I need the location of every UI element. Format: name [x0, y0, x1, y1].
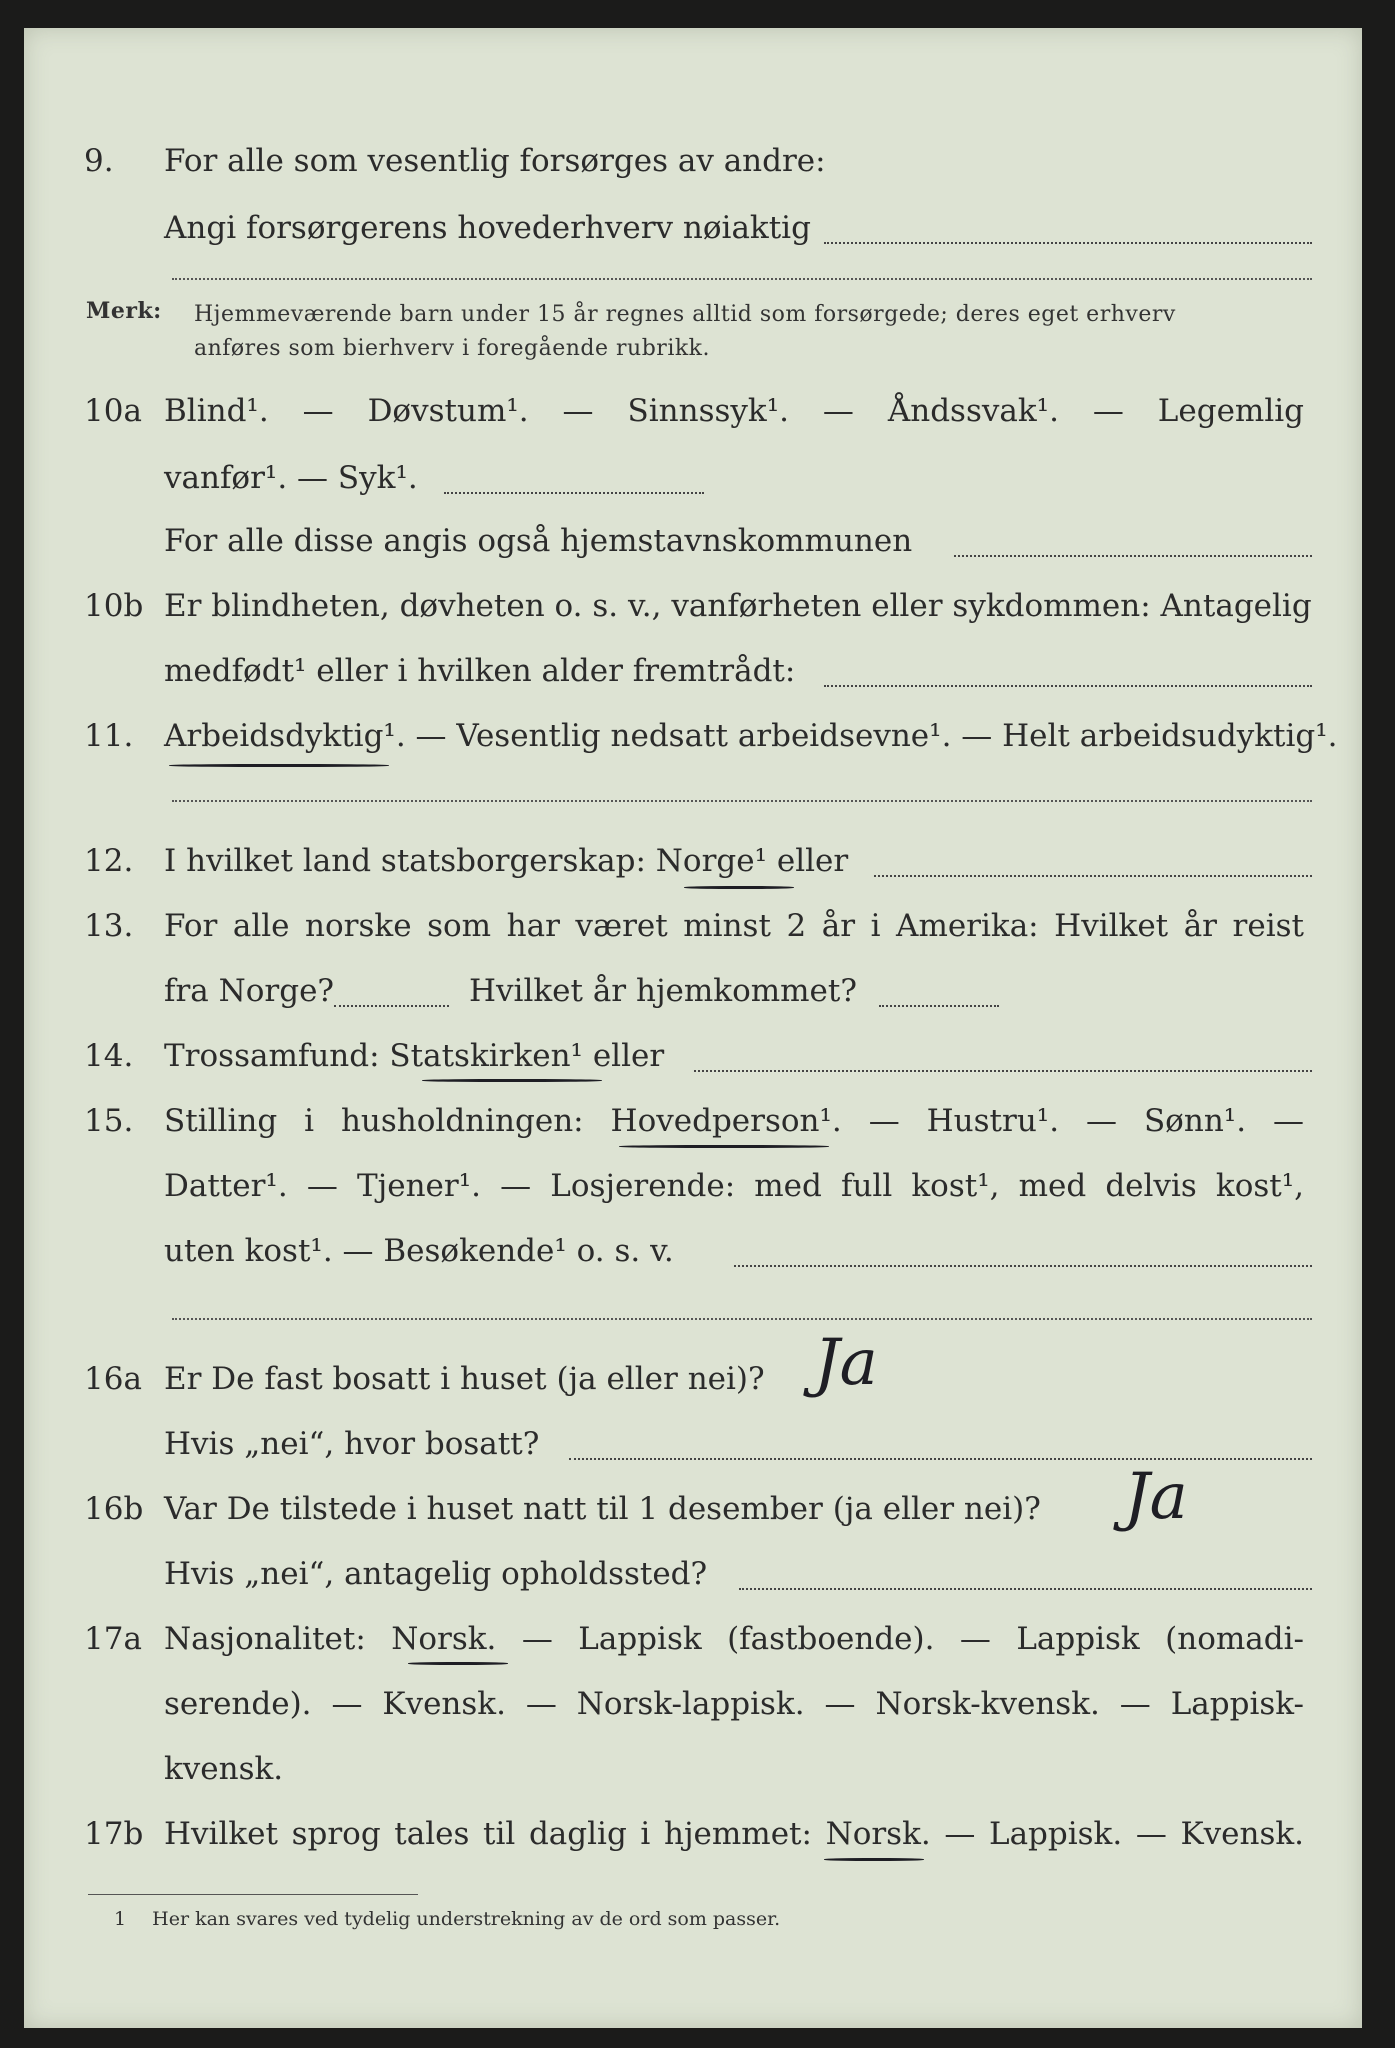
question-text: For alle norske som har været minst 2 år i Amerika: Hvilket år reist	[164, 908, 1304, 944]
answer-field[interactable]	[739, 1588, 1312, 1590]
question-text: serende). — Kvensk. — Norsk-lappisk. — Norsk-kvensk. — Lappisk-	[164, 1686, 1304, 1722]
question-text: For alle som vesentlig forsørges av andre:	[164, 143, 826, 179]
question-text: Hvilket sprog tales til daglig i hjemmet: Norsk. — Lappisk. — Kvensk.	[164, 1816, 1304, 1852]
question-number: 9.	[84, 143, 114, 179]
answer-field[interactable]	[444, 492, 704, 494]
question-number: 12.	[84, 843, 134, 879]
question-number: 10b	[84, 588, 144, 624]
question-number: 17b	[84, 1816, 144, 1852]
question-number: 15.	[84, 1103, 134, 1139]
question-text: I hvilket land statsborgerskap: Norge¹ eller	[164, 843, 849, 879]
footnote-mark: 1	[114, 1908, 127, 1930]
answer-field[interactable]	[824, 685, 1312, 687]
census-form-page	[24, 28, 1362, 2028]
question-text: fra Norge?	[164, 973, 335, 1009]
question-text: Datter¹. — Tjener¹. — Losjerende: med full kost¹, med delvis kost¹,	[164, 1168, 1304, 1204]
handwritten-underline	[422, 1079, 602, 1082]
question-text: Angi forsørgerens hovederhverv nøiaktig	[164, 210, 811, 246]
question-number: 10a	[84, 393, 142, 429]
handwritten-underline	[169, 764, 389, 767]
answer-field[interactable]	[694, 1070, 1312, 1072]
answer-field[interactable]	[954, 555, 1312, 557]
question-text: Hvis „nei“, antagelig opholdssted?	[164, 1556, 708, 1592]
question-number: 14.	[84, 1038, 134, 1074]
question-text: Nasjonalitet: Norsk. — Lappisk (fastboende). — Lappisk (nomadi-	[164, 1621, 1304, 1657]
question-text: Var De tilstede i huset natt til 1 desember (ja eller nei)?	[164, 1491, 1041, 1527]
question-text: uten kost¹. — Besøkende¹ o. s. v.	[164, 1233, 674, 1269]
question-text: Er De fast bosatt i huset (ja eller nei)?	[164, 1361, 765, 1397]
question-text: medfødt¹ eller i hvilken alder fremtrådt:	[164, 653, 796, 689]
question-text: vanfør¹. — Syk¹.	[164, 460, 418, 496]
question-text: Hvilket år hjemkommet?	[469, 973, 857, 1009]
question-text: Blind¹. — Døvstum¹. — Sinnssyk¹. — Åndssvak¹. — Legemlig	[164, 393, 1304, 429]
answer-field[interactable]	[734, 1265, 1312, 1267]
question-number: 11.	[84, 718, 134, 754]
answer-field-line[interactable]	[172, 800, 1312, 802]
answer-field[interactable]	[879, 1005, 999, 1007]
question-text: Hvis „nei“, hvor bosatt?	[164, 1426, 540, 1462]
question-number: 13.	[84, 908, 134, 944]
answer-field-line[interactable]	[172, 278, 1312, 280]
question-text: For alle disse angis også hjemstavnskommunen	[164, 523, 913, 559]
footnote-divider	[88, 1894, 418, 1895]
answer-field-line[interactable]	[172, 1318, 1312, 1320]
answer-field[interactable]	[569, 1458, 1312, 1460]
question-text: Arbeidsdyktig¹. — Vesentlig nedsatt arbeidsevne¹. — Helt arbeidsudyktig¹.	[164, 718, 1338, 754]
handwritten-underline	[619, 1145, 829, 1148]
footnote	[114, 1908, 780, 1930]
question-text: kvensk.	[164, 1751, 284, 1787]
handwritten-underline	[824, 1858, 924, 1861]
question-number: 17a	[84, 1621, 142, 1657]
question-number: 16b	[84, 1491, 144, 1527]
handwritten-underline	[408, 1662, 508, 1665]
merk-label: Merk:	[86, 298, 162, 324]
question-number: 16a	[84, 1361, 142, 1397]
handwritten-answer: Ja	[814, 1326, 878, 1400]
footnote-text: Her kan svares ved tydelig understrekning av de ord som passer.	[152, 1908, 781, 1930]
handwritten-underline	[684, 886, 794, 889]
question-text: Er blindheten, døvheten o. s. v., vanførheten eller sykdommen: Antagelig	[164, 588, 1312, 624]
merk-text-line-2: anføres som bierhverv i foregående rubrikk.	[194, 336, 711, 361]
question-text: Stilling i husholdningen: Hovedperson¹. — Hustru¹. — Sønn¹. —	[164, 1103, 1304, 1139]
answer-field[interactable]	[824, 242, 1312, 244]
merk-text-line-1: Hjemmeværende barn under 15 år regnes alltid som forsørgede; deres eget erhverv	[194, 302, 1176, 327]
answer-field[interactable]	[334, 1005, 449, 1007]
handwritten-answer: Ja	[1124, 1460, 1188, 1534]
answer-field[interactable]	[874, 875, 1312, 877]
question-text: Trossamfund: Statskirken¹ eller	[164, 1038, 665, 1074]
